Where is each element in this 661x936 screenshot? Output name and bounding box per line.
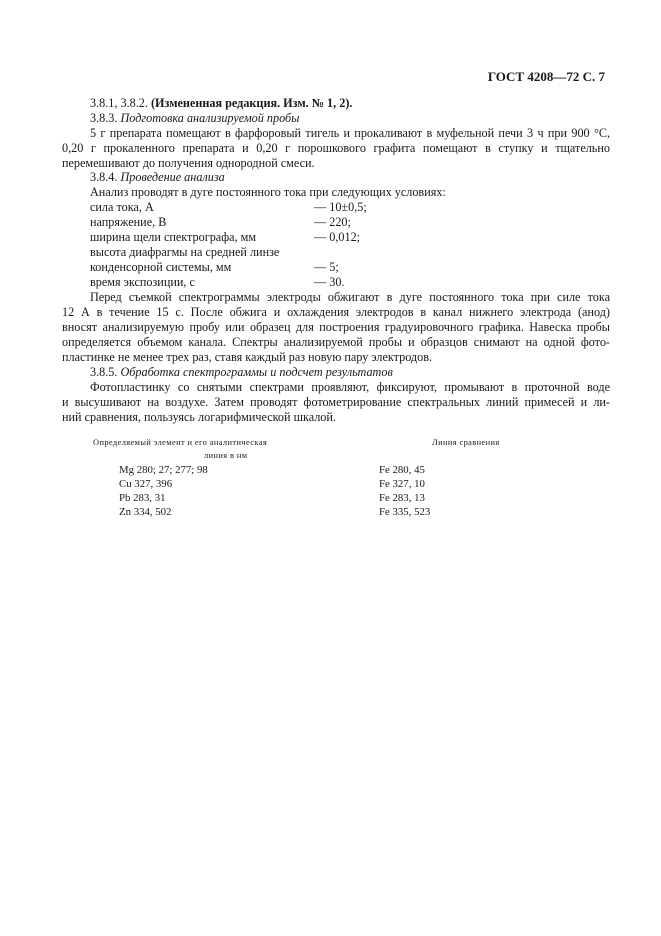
para-line: перемешивают до получения однородной смеси. <box>62 156 315 170</box>
condition-label: высота диафрагмы на средней линзе <box>90 245 280 259</box>
section-number: 3.8.1, 3.8.2. <box>90 96 151 110</box>
para-line: 5 г препарата помещают в фарфоровый тигель и прокаливают в муфельной печи 3 ч при 900 °С, <box>90 126 610 140</box>
table-cell-element: Pb 283, 31 <box>119 492 166 504</box>
para-line: Фотопластинку со снятыми спектрами проявляют, фиксируют, промывают в проточной воде <box>90 380 610 394</box>
section-number: 3.8.4. <box>90 170 121 184</box>
table-header-right: Линия сравнения <box>432 438 500 447</box>
table-cell-element: Cu 327, 396 <box>119 478 173 490</box>
section-number: 3.8.5. <box>90 365 121 379</box>
para-line: ний сравнения, пользуясь логарифмической шкалой. <box>62 410 336 424</box>
para-line: и высушивают на воздухе. Затем проводят фотометрирование спектральных линий примесей и ли- <box>62 395 610 409</box>
condition-label: сила тока, А <box>90 200 154 214</box>
para-line: 12 А в течение 15 с. После обжига и охлаждения электродов в канал нижнего электрода (анод) <box>62 305 610 319</box>
section-3-8-3 <box>90 111 299 125</box>
condition-value: — 0,012; <box>314 230 361 244</box>
para-line: Перед съемкой спектрограммы электроды обжигают в дуге постоянного тока при силе тока <box>90 290 610 304</box>
condition-value: — 10±0,5; <box>314 200 367 214</box>
section-number: 3.8.3. <box>90 111 121 125</box>
section-title: Подготовка анализируемой пробы <box>120 111 300 125</box>
condition-label: время экспозиции, с <box>90 275 195 289</box>
table-cell-element: Mg 280; 27; 277; 98 <box>119 464 208 476</box>
condition-label: напряжение, В <box>90 215 167 229</box>
amendment-note: (Измененная редакция. Изм. № 1, 2). <box>150 96 353 110</box>
table-cell-reference: Fe 283, 13 <box>379 492 425 504</box>
condition-value: — 5; <box>314 260 339 274</box>
condition-value: — 220; <box>314 215 351 229</box>
para-line: пластинке не менее трех раз, ставя каждый раз новую пару электродов. <box>62 350 433 364</box>
para-line: Анализ проводят в дуге постоянного тока при следующих условиях: <box>90 185 446 199</box>
section-3-8-1 <box>90 96 352 110</box>
table-header-left: Определяемый элемент и его аналитическая <box>93 438 268 447</box>
para-line: 0,20 г прокаленного препарата и 0,20 г порошкового графита помещают в ступку и тщательно <box>62 141 610 155</box>
table-header-left-unit: линия в нм <box>204 451 248 460</box>
section-3-8-5 <box>90 365 393 379</box>
table-cell-element: Zn 334, 502 <box>119 506 172 518</box>
condition-value: — 30. <box>314 275 345 289</box>
table-cell-reference: Fe 327, 10 <box>379 478 425 490</box>
page-header: ГОСТ 4208—72 С. 7 <box>487 69 605 84</box>
section-title: Обработка спектрограммы и подсчет результатов <box>120 365 393 379</box>
table-cell-reference: Fe 335, 523 <box>379 506 431 518</box>
table-cell-reference: Fe 280, 45 <box>379 464 425 476</box>
section-title: Проведение анализа <box>120 170 225 184</box>
section-3-8-4 <box>90 170 225 184</box>
condition-label: ширина щели спектрографа, мм <box>90 230 257 244</box>
para-line: вносят анализируемую пробу или образец для построения градуировочного графика. Навеска пробы <box>62 320 610 334</box>
para-line: определяется объемом канала. Спектры анализируемой пробы и образцов снимают на одной фото- <box>62 335 610 349</box>
condition-label: конденсорной системы, мм <box>90 260 232 274</box>
